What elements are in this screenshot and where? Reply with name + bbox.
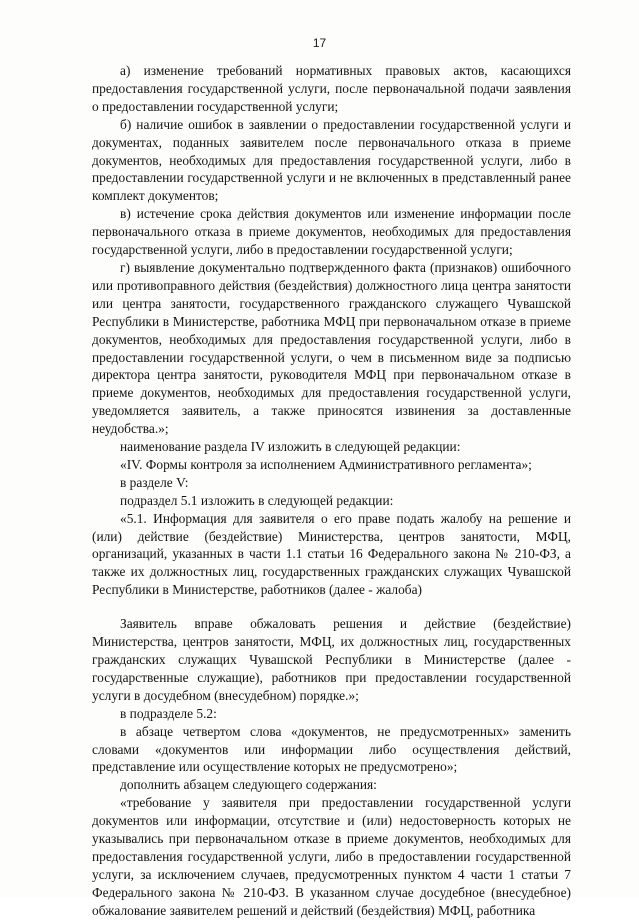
- paragraph-section-iv-instruction: наименование раздела IV изложить в следующей редакции:: [120, 439, 461, 455]
- paragraph-a: а) изменение требований нормативных правовых актов, касающихся предоставления государственной услуги, после первоначальной подачи заявления о предоставлении государственной услуги;: [92, 63, 571, 114]
- paragraph-subsection-5-1-title: «5.1. Информация для заявителя о его праве подать жалобу на решение и (или) действие (бездействие) Министерства, центров занятости, МФЦ, организаций, указанных в части 1.1 статьи 16 Федерального закона № 210-ФЗ, а также их должностных лиц, государственных гражданских служащих Чувашской Республики в Министерстве, работников (далее - жалоба): [92, 510, 571, 598]
- paragraph-requirement: «требование у заявителя при предоставлении государственной услуги документов или информации, отсутствие и (или) недостоверность которых не указывались при первоначальном отказе в приеме документов, необходимых для предоставления государственной услуги, либо в предоставлении государственной услуги, за исключением случаев, предусмотренных пунктом 4 части 1 статьи 7 Федерального закона № 210-ФЗ. В указанном случае досудебное (внесудебное) обжалование заявителем решений и действий (бездействия) МФЦ, работника: [92, 795, 571, 918]
- paragraph-g: г) выявление документально подтвержденного факта (признаков) ошибочного или противоправного действия (бездействия) должностного лица центра занятости или центра занятости, государственного гражданского служащего Чувашской Республики в Министерстве, работника МФЦ при первоначальном отказе в приеме документов, необходимых для предоставления государственной услуги, либо в предоставлении государственной услуги, о чем в письменном виде за подписью директора центра занятости, руководителя МФЦ при первоначальном отказе в приеме документов, необходимых для предоставления государственной услуги, уведомляется заявитель, а также приносятся извинения за доставленные неудобства.»;: [92, 259, 571, 437]
- page-number: 17: [312, 36, 327, 50]
- paragraph-add-abzac: дополнить абзацем следующего содержания:: [120, 777, 377, 793]
- paragraph-subsection-5-1-instruction: подраздел 5.1 изложить в следующей редакции:: [120, 492, 394, 508]
- paragraph-b: б) наличие ошибок в заявлении о предоставлении государственной услуги и документах, поданных заявителем после первоначального отказа в приеме документов, необходимых для предоставления государственной услуги, либо в предоставлении государственной услуги и не включенных в представленный ранее комплект документов;: [92, 116, 571, 204]
- paragraph-abzac-four: в абзаце четвертом слова «документов, не предусмотренных» заменить словами «документов или информации либо осуществления действий, представление или осуществление которых не предусмотрено»;: [92, 723, 571, 775]
- document-body: [92, 62, 571, 920]
- paragraph-appeal-right: Заявитель вправе обжаловать решения и действие (бездействие) Министерства, центров занятости, МФЦ, их должностных лиц, государственных гражданских служащих Чувашской Республики в Министерстве (далее - государственные служащие), работников при предоставлении государственной услуги в досудебном (внесудебном) порядке.»;: [92, 616, 571, 703]
- paragraph-v: в) истечение срока действия документов или изменение информации после первоначального отказа в приеме документов, необходимых для предоставления государственной услуги, либо в предоставлении государственной услуги;: [92, 206, 571, 258]
- paragraph-spacer: [92, 599, 571, 615]
- paragraph-section-iv-title: «IV. Формы контроля за исполнением Административного регламента»;: [120, 456, 532, 472]
- paragraph-section-v: в разделе V:: [120, 474, 189, 490]
- paragraph-subsection-5-2: в подразделе 5.2:: [120, 705, 217, 721]
